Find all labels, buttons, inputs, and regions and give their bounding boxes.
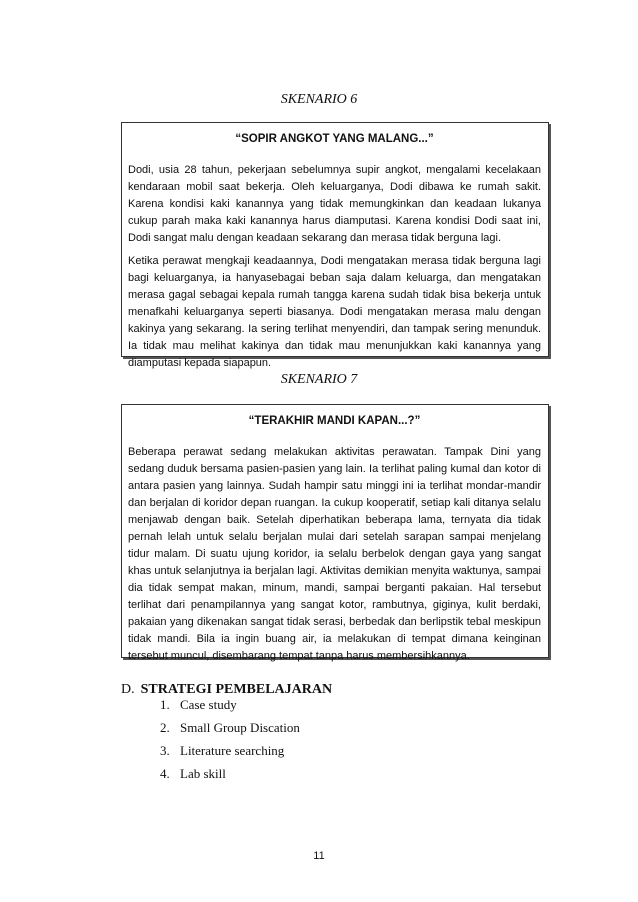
- list-item-number: 1.: [160, 697, 170, 712]
- list-item-text: Literature searching: [180, 743, 285, 758]
- strategy-title: STRATEGI PEMBELAJARAN: [140, 682, 333, 697]
- list-item: [160, 744, 300, 767]
- list-item-number: 4.: [160, 766, 170, 781]
- scenario-6-paragraph-2: Ketika perawat mengkaji keadaannya, Dodi mengatakan merasa tidak berguna lagi bagi keluarganya, ia hanyasebagai beban saja dalam keluarga, dan mengatakan merasa gagal sebagai kepala rumah tangga karena sudah tidak bisa bekerja untuk menafkahi keluarganya seperti biasanya. Dodi mengatakan merasa malu dengan kakinya yang sekarang. Ia sering terlihat menyendiri, dan tampak sering menunduk. Ia tidak mau melihat kakinya dan tidak mau menunjukkan kaki kanannya yang diamputasi kepada siapapun.: [128, 255, 541, 369]
- scenario-6-paragraph-1: Dodi, usia 28 tahun, pekerjaan sebelumnya supir angkot, mengalami kecelakaan kendaraan mobil saat bekerja. Oleh keluarganya, Dodi dibawa ke rumah sakit. Karena kondisi kaki kanannya yang tidak memungkinkan dan keadaan lukanya cukup parah maka kaki kanannya harus diamputasi. Karena kondisi Dodi saat ini, Dodi sangat malu dengan keadaan sekarang dan merasa tidak berguna lagi.: [128, 164, 541, 244]
- list-item-text: Small Group Discation: [180, 720, 300, 735]
- list-item-text: Lab skill: [180, 766, 226, 781]
- list-item: [160, 767, 300, 790]
- list-item-text: Case study: [180, 697, 237, 712]
- scenario-7-paragraph-1: Beberapa perawat sedang melakukan aktivitas perawatan. Tampak Dini yang sedang duduk bersama pasien-pasien yang lain. Ia terlihat paling kumal dan kotor di antara pasien yang lainnya. Sudah hampir satu minggi ini ia terlihat mondar-mandir dan berjalan di koridor depan ruangan. Ia cukup kooperatif, setiap kali ditanya selalu menjawab dengan baik. Setelah diperhatikan beberapa lama, ternyata dia tidak pernah lelah untuk selalu berjalan mulai dari setelah sarapan sampai menjelang tidur malam. Di suatu ujung koridor, ia selalu berbelok dengan gaya yang sangat khas untuk selanjutnya ia berjalan lagi. Aktivitas demikian menyita waktunya, sampai dia tidak sempat makan, minum, mandi, sampai berganti pakaian. Hal tersebut terlihat dari penampilannya yang sangat kotor, rambutnya, giginya, kulit berdaki, pakaian yang dikenakan sangat tidak serasi, berbedak dan berlipstik tebal meskipun tidak mandi. Bila ia ingin buang air, ia melakukan di tempat dimana keinginan tersebut muncul, disembarang tempat tanpa harus membersihkannya.: [128, 446, 541, 662]
- list-item: [160, 721, 300, 744]
- list-item-number: 3.: [160, 743, 170, 758]
- scenario-7-label: SKENARIO 7: [280, 372, 358, 387]
- scenario-6-title: “SOPIR ANGKOT YANG MALANG...”: [235, 133, 434, 145]
- scenario-7-box: [121, 404, 549, 662]
- scenario-6-box: [121, 122, 549, 369]
- page-number: 11: [313, 850, 325, 862]
- strategy-letter: D.: [121, 682, 135, 697]
- list-item: [160, 698, 300, 721]
- list-item-number: 2.: [160, 720, 170, 735]
- strategy-list: [160, 698, 300, 790]
- strategy-heading: [121, 682, 332, 698]
- scenario-7-title: “TERAKHIR MANDI KAPAN...?”: [248, 415, 421, 427]
- scenario-6-label: SKENARIO 6: [280, 92, 358, 107]
